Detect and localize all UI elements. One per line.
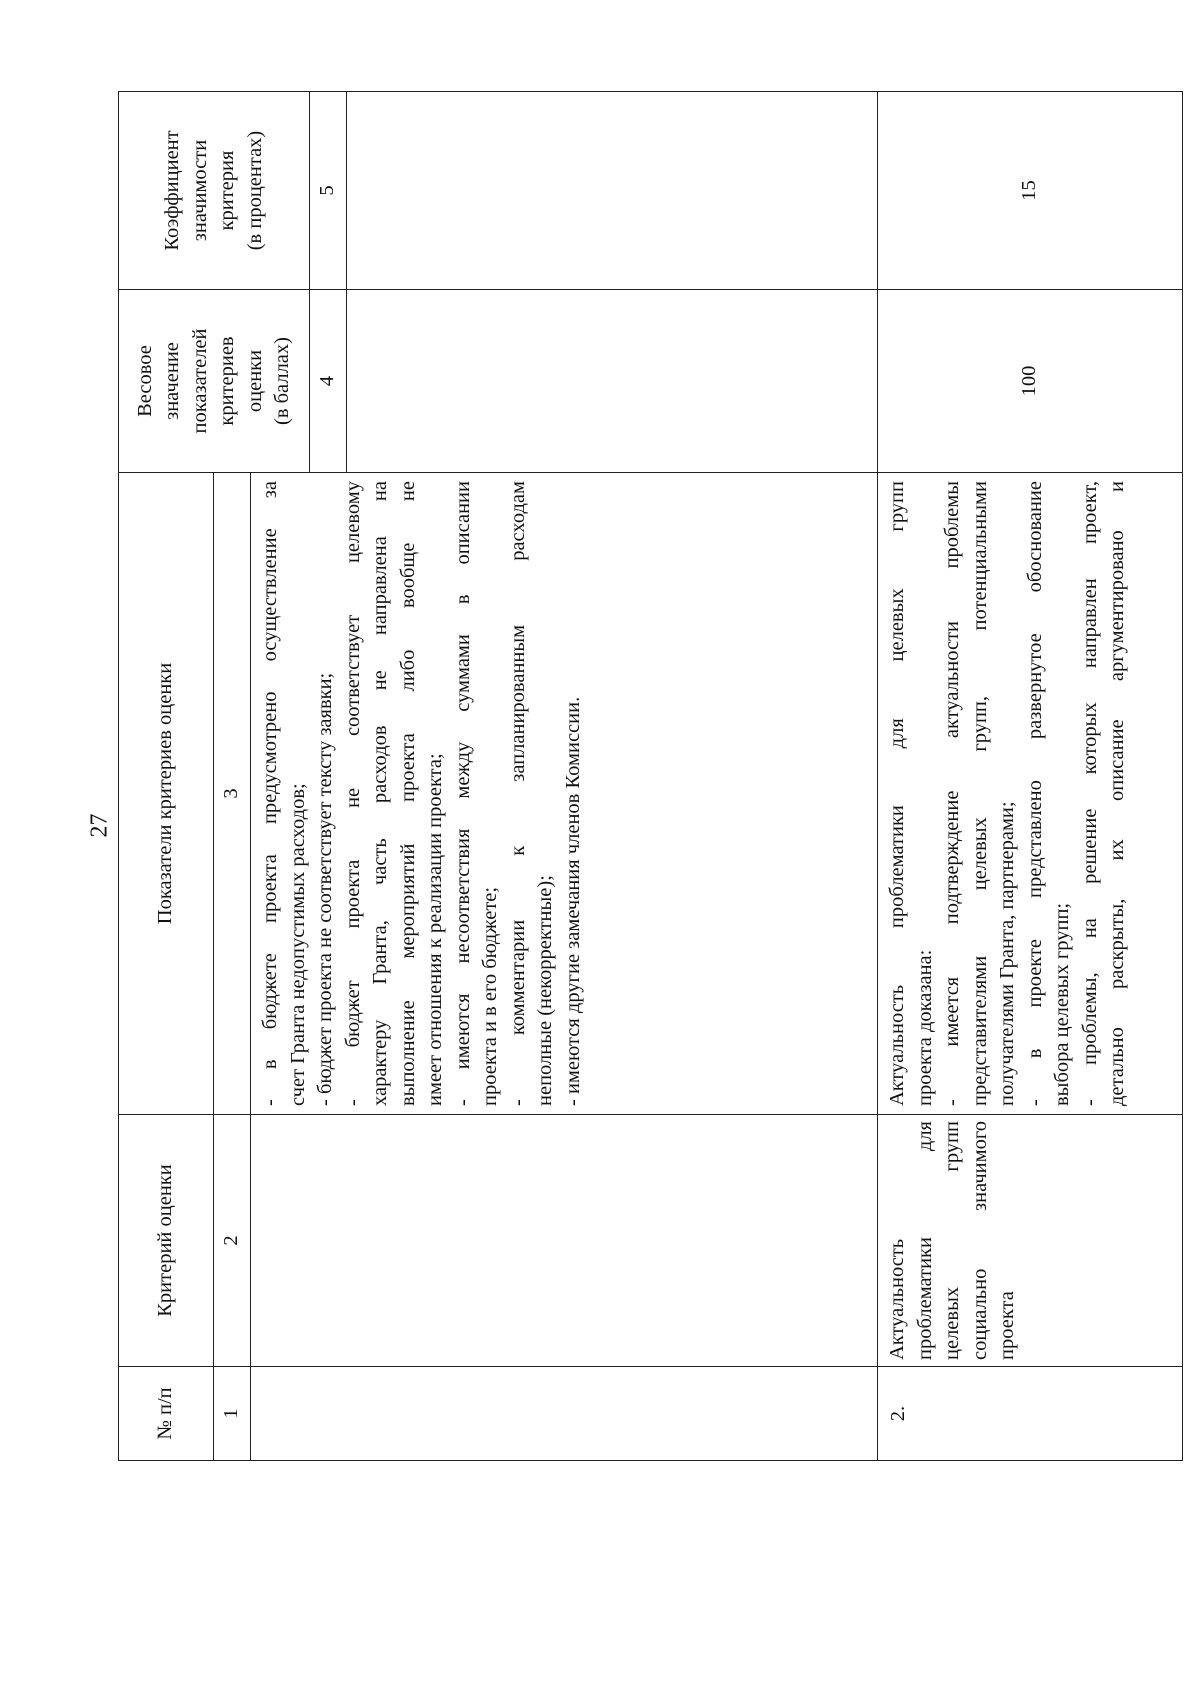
header-weight: Весовое значение показателей критериев оценки (в баллах) [118, 289, 310, 473]
header-criterion: Критерий оценки [118, 1114, 214, 1367]
rotated-table-frame [118, 91, 1183, 1461]
column-number-4: 4 [309, 289, 347, 473]
continuation-number-cell [250, 1366, 878, 1461]
header-coefficient: Коэффициент значимости критерия (в процентах) [118, 91, 310, 290]
column-number-2: 2 [213, 1114, 251, 1367]
column-number-5: 5 [309, 91, 347, 290]
continuation-weight-cell [346, 289, 878, 473]
row-2-number-cell: 2. [877, 1366, 1183, 1461]
column-number-3: 3 [213, 472, 251, 1115]
header-number: № п/п [118, 1366, 214, 1461]
continuation-coefficient-cell [346, 91, 878, 290]
page-number: 27 [86, 813, 113, 838]
row-2-criterion-cell: Актуальность проблематики для целевых групп социально значимого проекта [877, 1114, 1183, 1367]
header-indicators: Показатели критериев оценки [118, 472, 214, 1115]
continuation-indicators-cell: - в бюджете проекта предусмотрено осуществление за счет Гранта недопустимых расходов; - бюджет проекта не соответствует тексту заявки; - бюджет проекта не соответствует целевому характеру Гранта, часть расходов не направлена на выполнение мероприятий проекта либо вообще не имеет отношения к реализации проекта; - имеются несоответствия между суммами в описании проекта и в его бюджете; - комментарии к запланированным расходам неполные (некорректные); - имеются другие замечания членов Комиссии. [250, 472, 878, 1115]
row-2-coefficient-cell: 15 [877, 91, 1183, 290]
continuation-criterion-cell [250, 1114, 878, 1367]
criteria-table [118, 91, 1183, 1461]
row-2-weight-cell: 100 [877, 289, 1183, 473]
column-number-1: 1 [213, 1366, 251, 1461]
row-2-indicators-cell: Актуальность проблематики для целевых групп проекта доказана: - имеется подтверждение актуальности проблемы представителями целевых групп, потенциальными получателями Гранта, партнерами; - в проекте представлено развернутое обоснование выбора целевых групп; - проблемы, на решение которых направлен проект, детально раскрыты, их описание аргументировано и [877, 472, 1183, 1115]
